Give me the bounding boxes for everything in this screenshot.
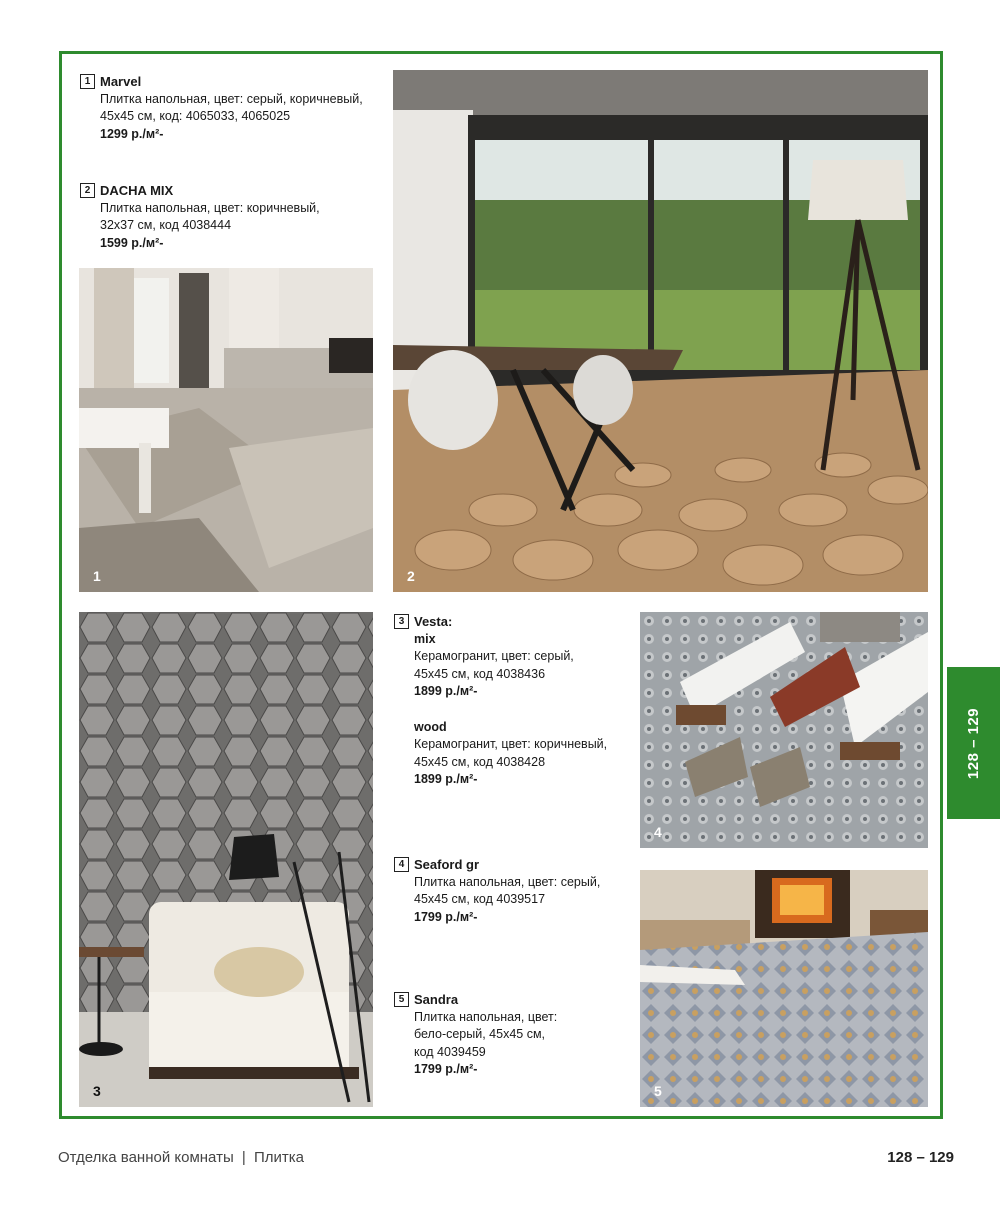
footer-page-numbers: 128 – 129 <box>887 1149 954 1166</box>
page-side-tab <box>947 667 1000 819</box>
variant-label: mix <box>414 631 436 646</box>
photo-number: 4 <box>654 824 662 840</box>
photo-number: 3 <box>93 1083 101 1099</box>
product-name: Seaford gr <box>414 857 480 872</box>
photo-number: 5 <box>654 1083 662 1099</box>
product-desc: Плитка напольная, цвет: <box>414 1009 558 1024</box>
product-price: 1799 р./м²- <box>414 1062 478 1076</box>
product-sandra <box>394 991 557 1079</box>
product-dacha-mix <box>80 182 320 252</box>
product-number: 1 <box>80 74 95 89</box>
product-price: 1799 р./м²- <box>414 909 478 924</box>
product-desc: Керамогранит, цвет: серый, <box>414 649 574 663</box>
product-desc: 45x45 см, код 4039517 <box>414 892 546 906</box>
product-desc: Керамогранит, цвет: коричневый, <box>414 737 608 751</box>
product-desc: код 4039459 <box>414 1044 486 1059</box>
product-marvel <box>80 73 363 143</box>
footer-breadcrumb <box>58 1149 304 1166</box>
side-tab-label: 128 – 129 <box>965 707 983 779</box>
product-desc: Плитка напольная, цвет: серый, коричневый, <box>100 91 363 106</box>
photo-sandra-image <box>640 870 928 1107</box>
product-number: 3 <box>394 614 409 629</box>
product-number: 4 <box>394 857 409 872</box>
product-desc: 45x45 см, код 4038436 <box>414 666 546 681</box>
photo-marvel <box>79 268 373 592</box>
photo-sandra <box>640 870 928 1107</box>
product-name: Vesta: <box>414 614 453 629</box>
product-seaford <box>394 856 600 926</box>
product-number: 5 <box>394 992 409 1007</box>
product-name: Marvel <box>100 74 142 89</box>
photo-number: 2 <box>407 568 415 584</box>
footer-separator: | <box>241 1149 246 1166</box>
product-price: 1299 р./м²- <box>100 126 164 141</box>
photo-seaford-image <box>640 612 928 848</box>
product-desc: 45x45 см, код: 4065033, 4065025 <box>100 109 291 123</box>
product-desc: 32x37 см, код 4038444 <box>100 218 232 232</box>
product-number: 2 <box>80 183 95 198</box>
product-name: DACHA MIX <box>100 183 174 198</box>
photo-vesta-image <box>79 612 373 1107</box>
footer-category: Плитка <box>253 1149 305 1166</box>
variant-label: wood <box>414 719 447 734</box>
photo-vesta <box>79 612 373 1107</box>
product-desc: Плитка напольная, цвет: серый, <box>414 874 601 889</box>
footer-section: Отделка ванной комнаты <box>58 1149 234 1166</box>
product-price: 1599 р./м²- <box>100 235 164 250</box>
photo-dacha-mix <box>393 70 928 592</box>
product-desc: 45x45 см, код 4038428 <box>414 754 546 769</box>
product-price: 1899 р./м²- <box>414 684 478 698</box>
photo-number: 1 <box>93 568 101 584</box>
product-desc: Плитка напольная, цвет: коричневый, <box>100 200 320 215</box>
photo-seaford <box>640 612 928 848</box>
product-name: Sandra <box>414 992 459 1007</box>
product-price: 1899 р./м²- <box>414 772 478 786</box>
photo-marvel-image <box>79 268 373 592</box>
product-vesta <box>394 613 607 789</box>
product-desc: бело-серый, 45x45 см, <box>414 1027 546 1041</box>
photo-dacha-mix-image <box>393 70 928 592</box>
